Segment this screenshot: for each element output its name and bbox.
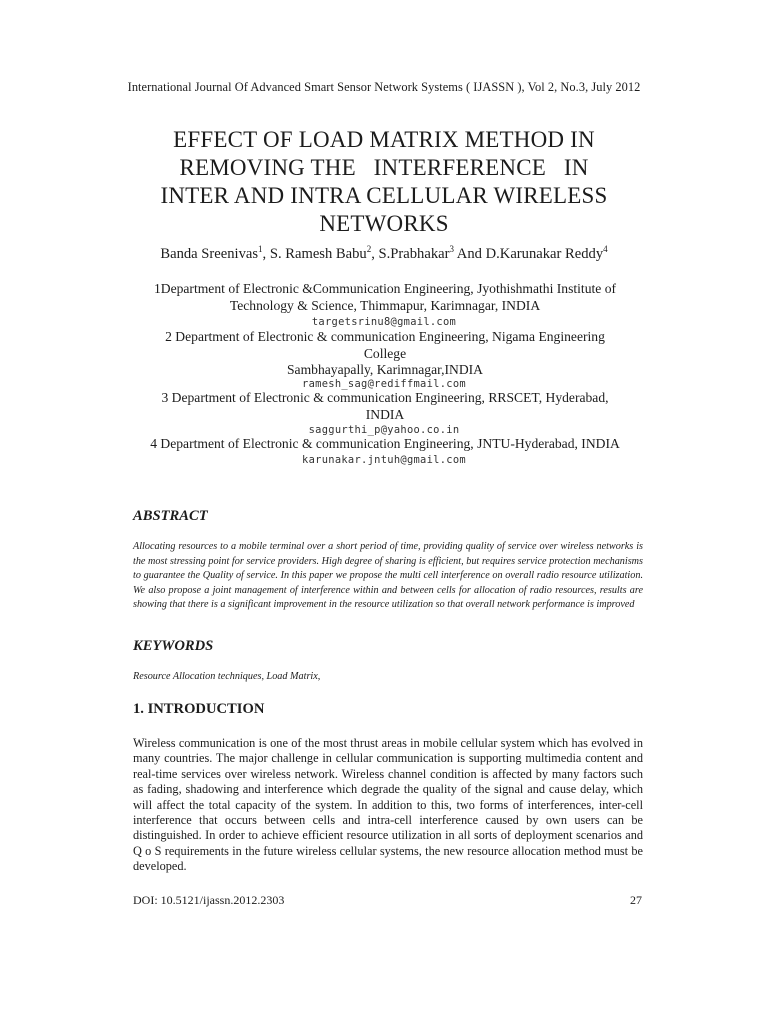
affiliation-line: College [363,345,407,361]
affiliation-line: Sambhayapally, Karimnagar,INDIA [287,362,483,377]
author-name: , S.Prabhakar [371,246,450,262]
author-name: , S. Ramesh Babu [262,246,367,262]
email-2: ramesh_sag@rediffmail.com [302,378,466,390]
affiliation-line: Technology & Science, Thimmapur, Karimnagar, INDIA [229,297,541,313]
keywords-heading: KEYWORDS [133,638,214,654]
affiliation-line: 3 Department of Electronic & communication Engineering, RRSCET, Hyderabad, [161,390,609,405]
affiliation-line: INDIA [365,406,405,422]
author-superscript: 2 [366,244,372,255]
title-line: REMOVING THE INTERFERENCE IN [179,155,589,180]
doi-footer: DOI: 10.5121/ijassn.2012.2303 [133,893,285,907]
abstract-heading: ABSTRACT [133,508,208,524]
title-line: NETWORKS [319,211,449,236]
paper-title [110,126,658,238]
author-superscript: 1 [258,244,263,255]
introduction-heading: 1. INTRODUCTION [133,701,265,717]
author-superscript: 4 [603,244,608,255]
title-line: INTER AND INTRA CELLULAR WIRELESS [160,183,608,208]
abstract-text: Allocating resources to a mobile terminal over a short period of time, providing quality of service over wireless networks is the most stressing point for service providers. High degree of sharing is efficient, but requires service protection mechanisms to guarantee the Quality of service. In this paper we propose the multi cell interference on overall radio resource utilization. We also propose a joint management of interference within and between cells for allocation of radio resources, results are showing that there is a significant improvement in the resource utilization so that overall network performance is improved [133,541,643,610]
affiliation-1 [130,281,640,314]
author-list [0,246,768,263]
email-3: saggurthi_p@yahoo.co.in [308,424,460,436]
affiliation-2 [130,329,640,379]
affiliation-line: 1Department of Electronic &Communication Engineering, Jyothishmathi Institute of [153,281,617,296]
email-1: targetsrinu8@gmail.com [311,316,457,328]
affiliation-4 [110,436,660,453]
journal-header: International Journal Of Advanced Smart Sensor Network Systems ( IJASSN ), Vol 2, No.3, July 2012 [127,80,641,94]
affiliation-line: 4 Department of Electronic & communication Engineering, JNTU-Hyderabad, INDIA [150,436,620,451]
affiliation-3 [130,390,640,423]
keywords-text: Resource Allocation techniques, Load Matrix, [133,671,321,682]
author-superscript: 3 [449,244,454,255]
page-number: 27 [630,893,642,907]
introduction-text: Wireless communication is one of the most thrust areas in mobile cellular system which has evolved in many countries. The major challenge in cellular communication is supporting multimedia content and real-time services over wireless network. Wireless channel condition is affected by many factors such as fading, shadowing and interference which degrade the quality of the signal and cause delay, which will affect the total capacity of the system. In addition to this, two forms of interferences, inter-cell interference that occurs between cells and intra-cell interference caused by own users can be distinguished. In order to achieve efficient resource utilization in all sorts of deployment scenarios and Q o S requirements in the future wireless cellular systems, the new resource allocation method must be developed. [133,736,643,874]
email-4: karunakar.jntuh@gmail.com [302,454,466,466]
author-name: And D.Karunakar Reddy [453,246,604,262]
title-line: EFFECT OF LOAD MATRIX METHOD IN [173,127,595,152]
affiliation-line: 2 Department of Electronic & communication Engineering, Nigama Engineering [165,329,605,344]
author-name: Banda Sreenivas [160,246,259,262]
